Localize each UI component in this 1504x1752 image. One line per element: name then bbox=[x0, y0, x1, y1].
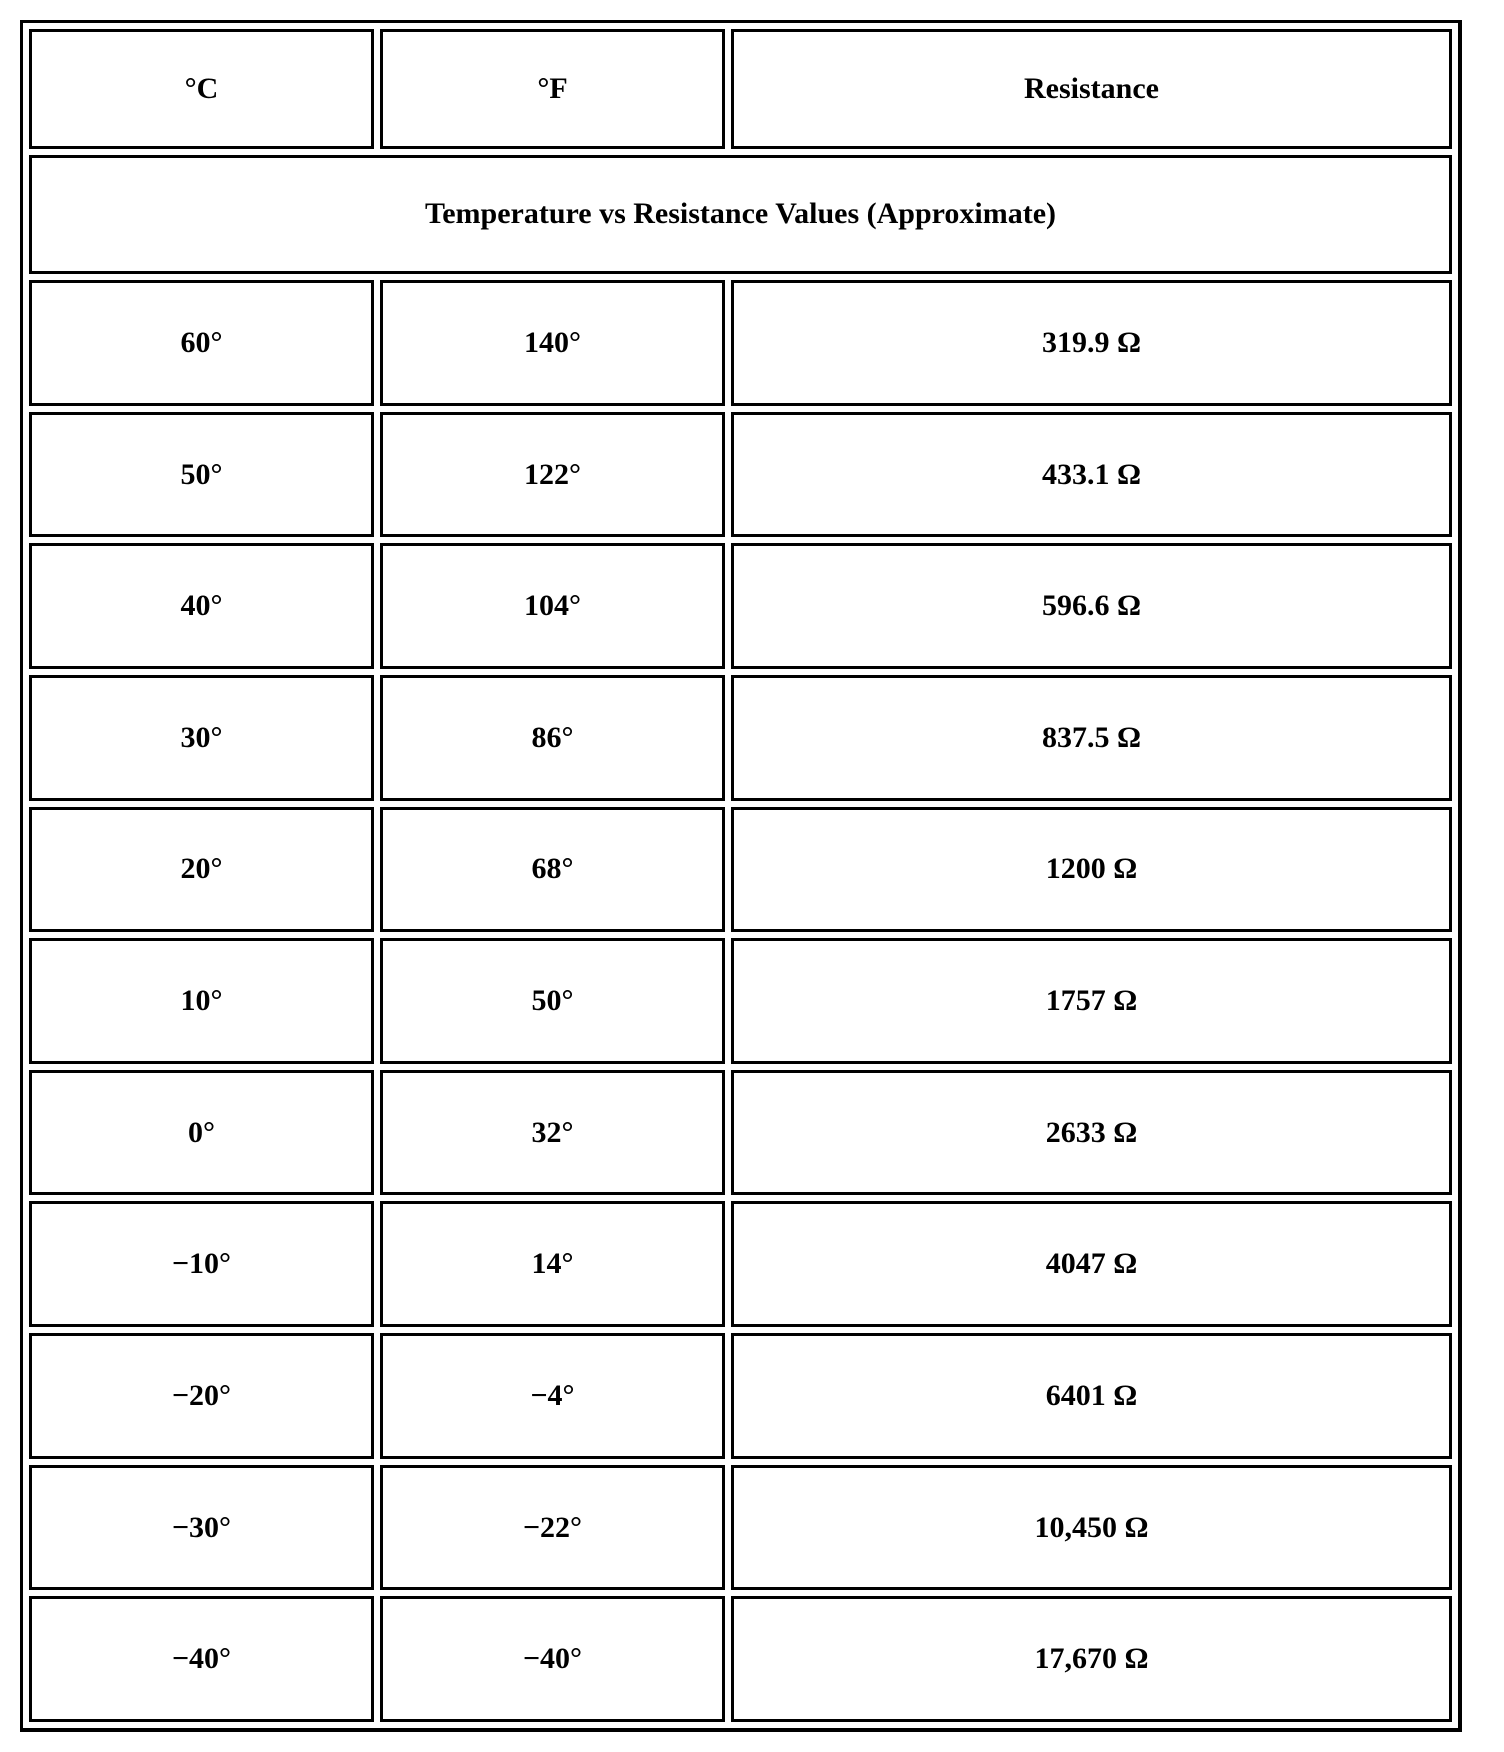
table-row bbox=[29, 938, 1452, 1064]
celsius-cell: −40° bbox=[29, 1596, 374, 1722]
fahrenheit-cell: 68° bbox=[380, 807, 725, 933]
celsius-cell: 50° bbox=[29, 412, 374, 538]
fahrenheit-cell: −4° bbox=[380, 1333, 725, 1459]
resistance-cell: 17,670 Ω bbox=[731, 1596, 1452, 1722]
table-row bbox=[29, 1333, 1452, 1459]
fahrenheit-cell: 32° bbox=[380, 1070, 725, 1196]
resistance-cell: 596.6 Ω bbox=[731, 543, 1452, 669]
fahrenheit-cell: 50° bbox=[380, 938, 725, 1064]
table-row bbox=[29, 543, 1452, 669]
resistance-cell: 1757 Ω bbox=[731, 938, 1452, 1064]
temperature-resistance-table bbox=[23, 23, 1458, 1728]
celsius-cell: 0° bbox=[29, 1070, 374, 1196]
fahrenheit-cell: 140° bbox=[380, 280, 725, 406]
fahrenheit-cell: 104° bbox=[380, 543, 725, 669]
fahrenheit-cell: −22° bbox=[380, 1465, 725, 1591]
resistance-cell: 4047 Ω bbox=[731, 1201, 1452, 1327]
table-title: Temperature vs Resistance Values (Approximate) bbox=[29, 155, 1452, 275]
celsius-cell: 20° bbox=[29, 807, 374, 933]
header-celsius: °C bbox=[29, 29, 374, 149]
table-row bbox=[29, 807, 1452, 933]
resistance-cell: 10,450 Ω bbox=[731, 1465, 1452, 1591]
resistance-cell: 6401 Ω bbox=[731, 1333, 1452, 1459]
celsius-cell: 30° bbox=[29, 675, 374, 801]
header-fahrenheit: °F bbox=[380, 29, 725, 149]
celsius-cell: 40° bbox=[29, 543, 374, 669]
resistance-cell: 2633 Ω bbox=[731, 1070, 1452, 1196]
celsius-cell: 10° bbox=[29, 938, 374, 1064]
table-row bbox=[29, 1201, 1452, 1327]
resistance-cell: 837.5 Ω bbox=[731, 675, 1452, 801]
table-row bbox=[29, 1465, 1452, 1591]
table-row bbox=[29, 1596, 1452, 1722]
celsius-cell: 60° bbox=[29, 280, 374, 406]
resistance-cell: 1200 Ω bbox=[731, 807, 1452, 933]
fahrenheit-cell: 122° bbox=[380, 412, 725, 538]
fahrenheit-cell: −40° bbox=[380, 1596, 725, 1722]
header-resistance: Resistance bbox=[731, 29, 1452, 149]
table-row bbox=[29, 280, 1452, 406]
resistance-table-frame bbox=[20, 20, 1462, 1732]
fahrenheit-cell: 86° bbox=[380, 675, 725, 801]
title-row bbox=[29, 155, 1452, 275]
table-row bbox=[29, 412, 1452, 538]
table-row bbox=[29, 675, 1452, 801]
resistance-cell: 433.1 Ω bbox=[731, 412, 1452, 538]
header-row bbox=[29, 29, 1452, 149]
celsius-cell: −20° bbox=[29, 1333, 374, 1459]
celsius-cell: −10° bbox=[29, 1201, 374, 1327]
table-row bbox=[29, 1070, 1452, 1196]
celsius-cell: −30° bbox=[29, 1465, 374, 1591]
fahrenheit-cell: 14° bbox=[380, 1201, 725, 1327]
resistance-cell: 319.9 Ω bbox=[731, 280, 1452, 406]
